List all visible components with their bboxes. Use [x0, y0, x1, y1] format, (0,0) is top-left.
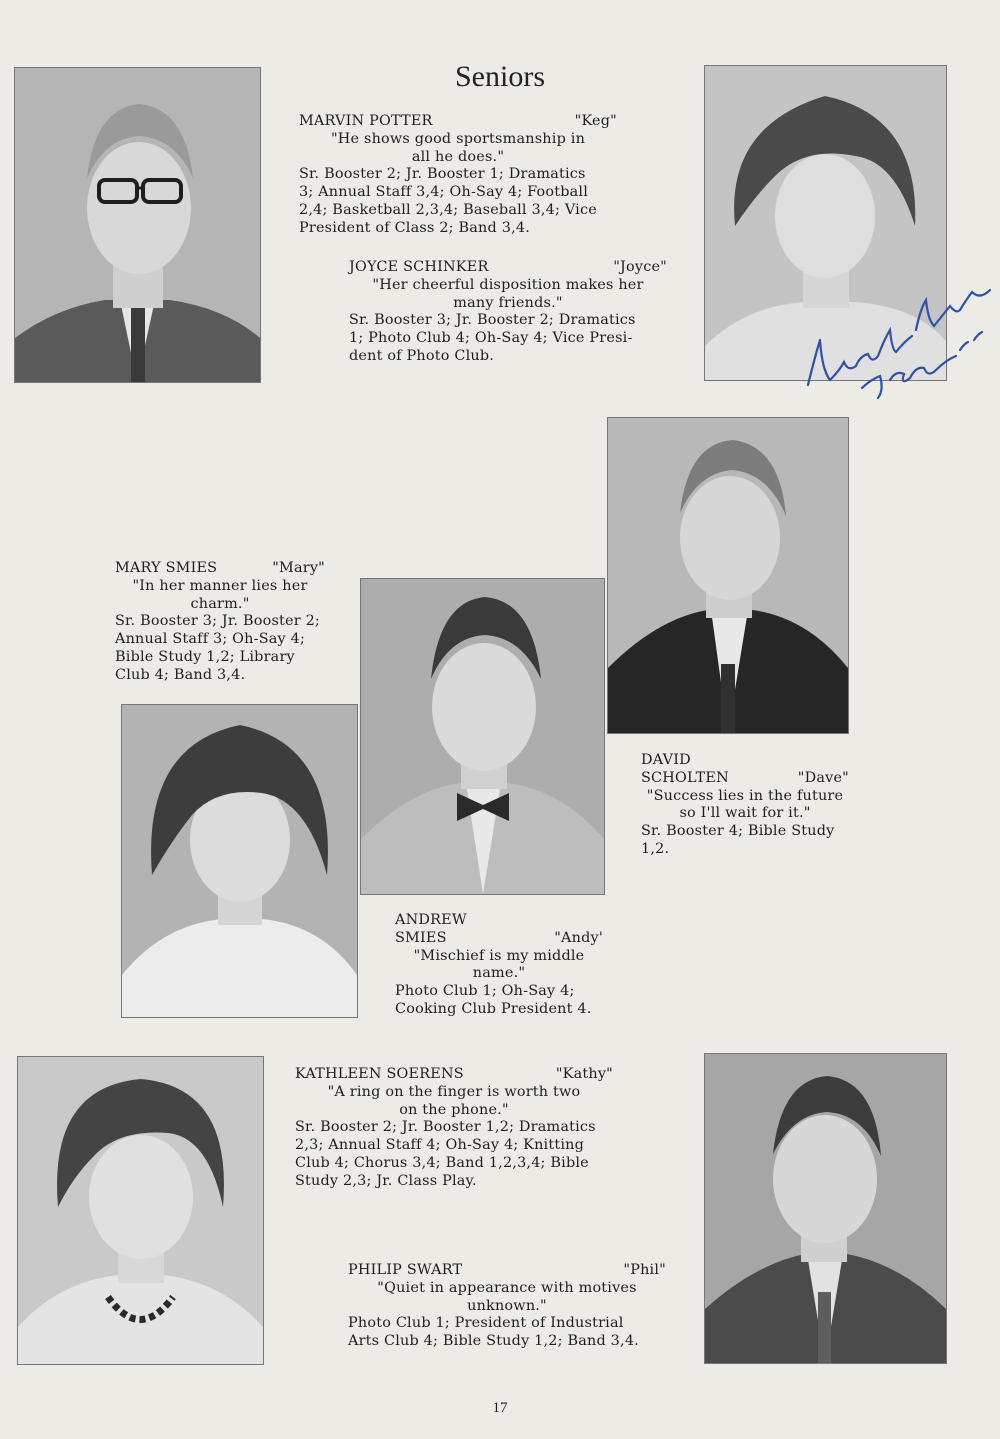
- senior-entry-mary-smies: [115, 560, 325, 685]
- senior-quote-line: unknown.": [467, 1297, 547, 1314]
- senior-quote-line: "He shows good sportsmanship in: [330, 130, 586, 147]
- senior-name: DAVID: [641, 752, 691, 768]
- senior-quote-line: "Her cheerful disposition makes her: [372, 276, 644, 293]
- senior-activities-line: Club 4; Band 3,4.: [115, 666, 246, 683]
- senior-activities-line: Sr. Booster 3; Jr. Booster 2; Dramatics: [349, 312, 636, 329]
- portrait-photo-andrew-smies: [361, 579, 604, 894]
- senior-name: KATHLEEN SOERENS: [295, 1066, 464, 1082]
- senior-activities-line: dent of Photo Club.: [349, 347, 495, 364]
- senior-name: SCHOLTEN: [641, 769, 729, 786]
- senior-entry-david-scholten: [641, 752, 849, 859]
- portrait-photo-david-scholten: [608, 418, 848, 733]
- senior-activities-line: 1; Photo Club 4; Oh-Say 4; Vice Presi-: [349, 330, 633, 347]
- page-title: Seniors: [455, 60, 545, 93]
- senior-nickname: "Andy': [554, 929, 603, 946]
- senior-quote-line: "A ring on the finger is worth two: [327, 1083, 581, 1100]
- senior-activities-line: President of Class 2; Band 3,4.: [299, 219, 530, 236]
- senior-quote-line: "In her manner lies her: [132, 577, 308, 594]
- senior-activities-line: Sr. Booster 2; Jr. Booster 1; Dramatics: [299, 166, 586, 183]
- senior-activities-line: Sr. Booster 4; Bible Study: [641, 823, 835, 840]
- senior-activities-line: Arts Club 4; Bible Study 1,2; Band 3,4.: [348, 1333, 639, 1350]
- senior-nickname: "Joyce": [613, 259, 667, 275]
- senior-quote-line: charm.": [190, 595, 250, 612]
- senior-nickname: "Phil": [623, 1262, 666, 1278]
- senior-activities-line: Sr. Booster 3; Jr. Booster 2;: [115, 613, 320, 630]
- senior-quote-line: name.": [472, 965, 526, 982]
- senior-quote-line: on the phone.": [399, 1101, 509, 1118]
- portrait-photo-kathleen-soerens: [18, 1057, 263, 1364]
- senior-quote-line: "Success lies in the future: [646, 787, 844, 804]
- senior-name: SMIES: [395, 929, 447, 946]
- page-number: 17: [492, 1400, 508, 1416]
- senior-name: MARVIN POTTER: [299, 113, 433, 129]
- senior-activities-line: Cooking Club President 4.: [395, 1000, 592, 1017]
- senior-quote-line: so I'll wait for it.": [679, 805, 811, 822]
- senior-nickname: "Kathy": [555, 1066, 613, 1082]
- senior-quote-line: all he does.": [411, 148, 505, 165]
- senior-name: PHILIP SWART: [348, 1262, 463, 1278]
- portrait-photo-marvin-potter: [15, 68, 260, 382]
- senior-entry-kathleen-soerens: [295, 1066, 613, 1191]
- senior-activities-line: Study 2,3; Jr. Class Play.: [295, 1172, 477, 1189]
- senior-nickname: "Mary": [272, 560, 325, 576]
- senior-entry-andrew-smies: [395, 912, 603, 1019]
- handwritten-signature: [800, 270, 1000, 400]
- senior-activities-line: Bible Study 1,2; Library: [115, 648, 295, 665]
- senior-name: ANDREW: [395, 912, 467, 928]
- senior-nickname: "Keg": [574, 113, 617, 129]
- senior-entry-marvin-potter: [299, 113, 617, 238]
- senior-activities-line: Photo Club 1; Oh-Say 4;: [395, 983, 575, 1000]
- senior-quote-line: many friends.": [453, 294, 563, 311]
- senior-activities-line: 1,2.: [641, 840, 670, 857]
- senior-activities-line: Annual Staff 3; Oh-Say 4;: [115, 631, 306, 648]
- senior-activities-line: 2,3; Annual Staff 4; Oh-Say 4; Knitting: [295, 1137, 585, 1154]
- senior-name: JOYCE SCHINKER: [349, 259, 489, 275]
- senior-entry-joyce-schinker: [349, 259, 667, 366]
- senior-entry-philip-swart: [348, 1262, 666, 1351]
- senior-activities-line: Photo Club 1; President of Industrial: [348, 1315, 624, 1332]
- portrait-photo-philip-swart: [705, 1054, 946, 1363]
- senior-activities-line: 2,4; Basketball 2,3,4; Baseball 3,4; Vice: [299, 201, 597, 218]
- senior-activities-line: Club 4; Chorus 3,4; Band 1,2,3,4; Bible: [295, 1154, 589, 1171]
- senior-quote-line: "Quiet in appearance with motives: [377, 1279, 637, 1296]
- senior-quote-line: "Mischief is my middle: [413, 947, 585, 964]
- senior-name: MARY SMIES: [115, 560, 218, 576]
- portrait-photo-mary-smies: [122, 705, 357, 1017]
- senior-nickname: "Dave": [797, 769, 849, 786]
- senior-activities-line: 3; Annual Staff 3,4; Oh-Say 4; Football: [299, 184, 589, 201]
- senior-activities-line: Sr. Booster 2; Jr. Booster 1,2; Dramatics: [295, 1119, 596, 1136]
